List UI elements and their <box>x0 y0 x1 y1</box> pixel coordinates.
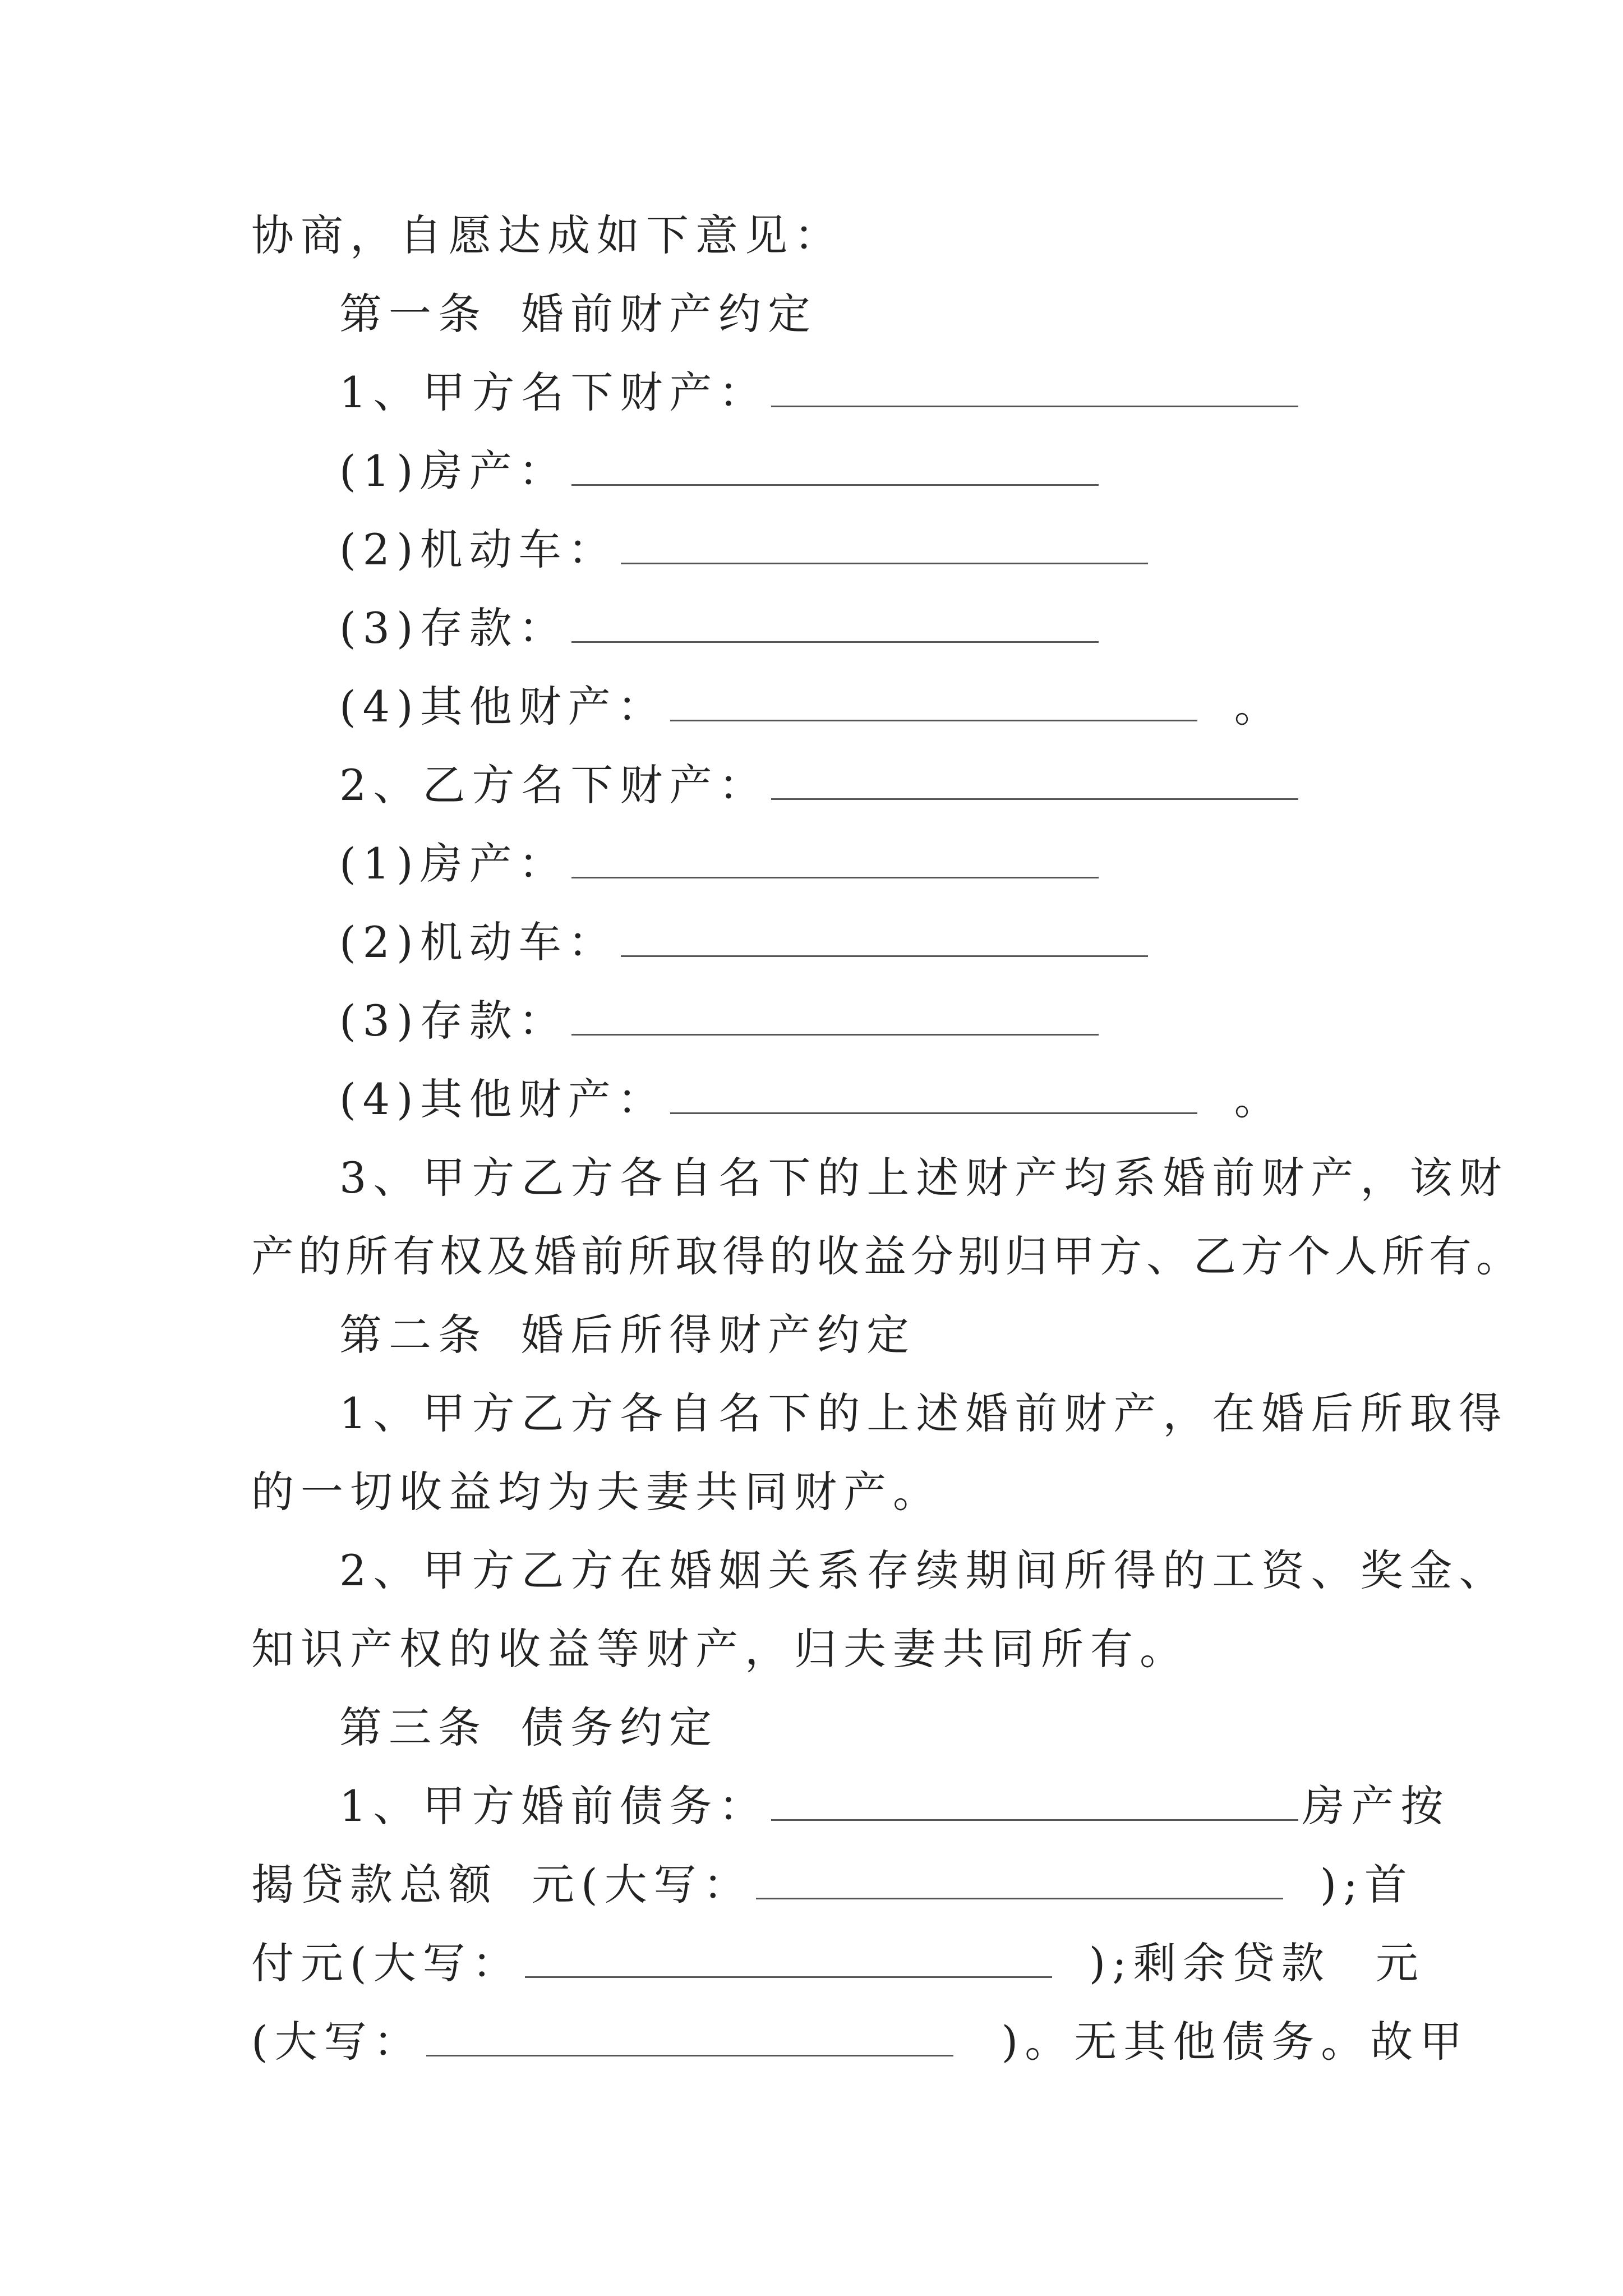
text-line <box>251 1857 1414 1913</box>
fill-blank <box>621 523 1148 564</box>
line-text: (2)机动车： <box>339 524 617 574</box>
fill-blank <box>670 1073 1197 1114</box>
line-text: 元 <box>1375 1938 1425 1988</box>
line-text: 1、甲方名下财产： <box>339 367 768 417</box>
fill-blank <box>771 759 1298 800</box>
fill-blank <box>670 680 1197 721</box>
article-title: 婚后所得财产约定 <box>521 1310 916 1360</box>
text-line <box>339 600 1102 656</box>
line-text: (2)机动车： <box>339 917 617 967</box>
line-text: 房产按 <box>1302 1781 1450 1831</box>
text-line <box>339 522 1151 578</box>
text-line <box>339 1071 1284 1128</box>
line-text: 1、甲方婚前债务： <box>339 1781 768 1831</box>
article-heading <box>339 286 817 342</box>
line-text: 1、甲方乙方各自名下的上述婚前财产，在婚后所取得 <box>339 1388 1509 1438</box>
text-line <box>339 443 1102 499</box>
text-line <box>251 1621 1189 1677</box>
line-text: (4)其他财产： <box>339 682 667 731</box>
line-text: );首 <box>1320 1860 1414 1910</box>
line-end-mark: 。 <box>1234 682 1284 731</box>
text-line <box>339 1778 1450 1834</box>
fill-blank <box>756 1858 1283 1899</box>
fill-blank <box>571 838 1099 878</box>
line-text: 的一切收益均为夫妻共同财产。 <box>251 1467 942 1517</box>
line-text: 3、甲方乙方各自名下的上述财产均系婚前财产，该财 <box>339 1153 1509 1203</box>
article-heading <box>339 1700 718 1756</box>
fill-blank <box>771 366 1298 407</box>
line-text: (3)存款： <box>339 996 568 1046</box>
text-line <box>339 365 1302 421</box>
line-text: (4)其他财产： <box>339 1074 667 1124</box>
text-line <box>339 757 1302 813</box>
article-number: 第一条 <box>339 289 487 339</box>
fill-blank <box>771 1780 1298 1821</box>
line-text: 元(大写： <box>532 1860 753 1910</box>
line-text: 2、甲方乙方在婚姻关系存续期间所得的工资、奖金、 <box>339 1545 1509 1595</box>
text-line <box>251 1228 1523 1285</box>
text-line <box>251 2014 1469 2070</box>
text-line <box>339 1150 1508 1206</box>
fill-blank <box>525 1937 1052 1978</box>
line-text: 付元(大写： <box>251 1938 522 1988</box>
line-text: (3)存款： <box>339 603 568 653</box>
text-line <box>339 1386 1508 1442</box>
line-text: );剩余贷款 <box>1089 1938 1331 1988</box>
line-text: 协商，自愿达成如下意见： <box>251 210 843 260</box>
article-number: 第二条 <box>339 1310 487 1360</box>
line-end-mark: 。 <box>1234 1074 1284 1124</box>
text-line <box>251 208 843 264</box>
text-line <box>339 993 1102 1049</box>
line-text: )。无其他债务。故甲 <box>1001 2017 1469 2067</box>
fill-blank <box>571 445 1099 486</box>
text-line <box>251 1935 1425 1991</box>
line-text: (1)房产： <box>339 839 568 889</box>
text-line <box>339 679 1284 735</box>
line-text: 知识产权的收益等财产，归夫妻共同所有。 <box>251 1624 1189 1674</box>
text-line <box>251 1464 942 1520</box>
fill-blank <box>426 2016 953 2056</box>
article-number: 第三条 <box>339 1703 487 1752</box>
fill-blank <box>621 916 1148 957</box>
article-heading <box>339 1307 916 1363</box>
line-text: 产的所有权及婚前所取得的收益分别归甲方、乙方个人所有。 <box>251 1231 1523 1281</box>
fill-blank <box>571 995 1099 1036</box>
text-line <box>339 836 1102 892</box>
text-line <box>339 1543 1508 1599</box>
article-title: 债务约定 <box>521 1703 718 1752</box>
line-text: (大写： <box>251 2017 423 2067</box>
line-text: (1)房产： <box>339 446 568 496</box>
fill-blank <box>571 602 1099 643</box>
article-title: 婚前财产约定 <box>521 289 817 339</box>
line-text: 揭贷款总额 <box>251 1860 498 1910</box>
line-text: 2、乙方名下财产： <box>339 760 768 810</box>
text-line <box>339 914 1151 970</box>
